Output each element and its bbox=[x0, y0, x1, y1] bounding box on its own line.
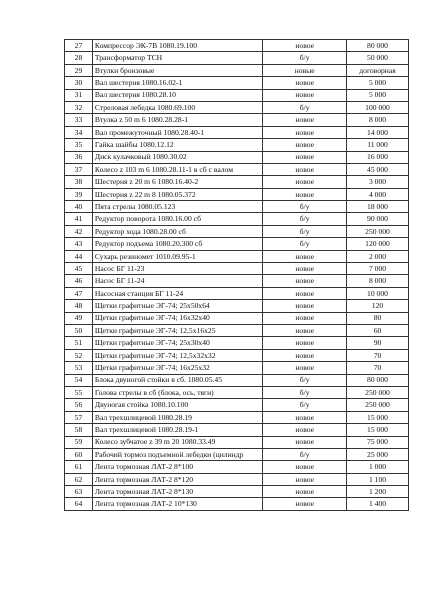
condition-cell: новое bbox=[263, 362, 347, 374]
table-row bbox=[65, 324, 409, 336]
condition-cell: б/у bbox=[263, 201, 347, 213]
row-number-cell: 31 bbox=[65, 89, 93, 101]
price-cell: 80 000 bbox=[347, 374, 409, 386]
table-row bbox=[65, 114, 409, 126]
condition-cell: новое bbox=[263, 126, 347, 138]
price-cell: 250 000 bbox=[347, 399, 409, 411]
item-name-cell: Компрессор ЭК-7В 1080.19.100 bbox=[92, 40, 262, 52]
row-number-cell: 33 bbox=[65, 114, 93, 126]
table-row bbox=[65, 448, 409, 460]
row-number-cell: 41 bbox=[65, 213, 93, 225]
table-row bbox=[65, 424, 409, 436]
table-row bbox=[65, 225, 409, 237]
price-cell: 45 000 bbox=[347, 163, 409, 175]
condition-cell: б/у bbox=[263, 225, 347, 237]
table-row bbox=[65, 300, 409, 312]
price-cell: 1 400 bbox=[347, 498, 409, 510]
condition-cell: б/у bbox=[263, 448, 347, 460]
condition-cell: новое bbox=[263, 89, 347, 101]
price-cell: 11 000 bbox=[347, 139, 409, 151]
condition-cell: новое bbox=[263, 275, 347, 287]
table-row bbox=[65, 151, 409, 163]
table-row bbox=[65, 287, 409, 299]
price-cell: 80 000 bbox=[347, 40, 409, 52]
price-cell: 75 000 bbox=[347, 436, 409, 448]
row-number-cell: 62 bbox=[65, 473, 93, 485]
price-cell: 70 bbox=[347, 349, 409, 361]
item-name-cell: Шестерня z 20 m 6 1080.16.40-2 bbox=[92, 176, 262, 188]
condition-cell: новое bbox=[263, 486, 347, 498]
table-row bbox=[65, 275, 409, 287]
price-cell: 60 bbox=[347, 324, 409, 336]
price-cell: договорная bbox=[347, 64, 409, 76]
condition-cell: новое bbox=[263, 250, 347, 262]
table-row bbox=[65, 399, 409, 411]
row-number-cell: 60 bbox=[65, 448, 93, 460]
table-row bbox=[65, 386, 409, 398]
condition-cell: новое bbox=[263, 424, 347, 436]
item-name-cell: Щетки графитные ЭГ-74; 25х50х64 bbox=[92, 300, 262, 312]
item-name-cell: Блока двуногой стойки в сб. 1080.05.45 bbox=[92, 374, 262, 386]
row-number-cell: 53 bbox=[65, 362, 93, 374]
price-cell: 25 000 bbox=[347, 448, 409, 460]
price-cell: 1 000 bbox=[347, 461, 409, 473]
row-number-cell: 43 bbox=[65, 238, 93, 250]
item-name-cell: Двуногая стойка 1080.10.100 bbox=[92, 399, 262, 411]
row-number-cell: 59 bbox=[65, 436, 93, 448]
price-cell: 14 000 bbox=[347, 126, 409, 138]
row-number-cell: 51 bbox=[65, 337, 93, 349]
item-name-cell: Гайка шайбы 1080.12.12 bbox=[92, 139, 262, 151]
price-cell: 5 000 bbox=[347, 89, 409, 101]
price-cell: 3 000 bbox=[347, 176, 409, 188]
item-name-cell: Насос БГ 11-24 bbox=[92, 275, 262, 287]
price-cell: 120 bbox=[347, 300, 409, 312]
condition-cell: б/у bbox=[263, 399, 347, 411]
condition-cell: б/у bbox=[263, 238, 347, 250]
price-cell: 100 000 bbox=[347, 101, 409, 113]
price-cell: 18 000 bbox=[347, 201, 409, 213]
item-name-cell: Вал шестерня 1080.16.02-1 bbox=[92, 77, 262, 89]
table-row bbox=[65, 139, 409, 151]
row-number-cell: 29 bbox=[65, 64, 93, 76]
row-number-cell: 45 bbox=[65, 263, 93, 275]
row-number-cell: 37 bbox=[65, 163, 93, 175]
table-row bbox=[65, 411, 409, 423]
condition-cell: новое bbox=[263, 498, 347, 510]
condition-cell: новое bbox=[263, 287, 347, 299]
table-row bbox=[65, 461, 409, 473]
table-row bbox=[65, 473, 409, 485]
table-row bbox=[65, 250, 409, 262]
row-number-cell: 57 bbox=[65, 411, 93, 423]
condition-cell: б/у bbox=[263, 374, 347, 386]
item-name-cell: Вал трехшлицевой 1080.28.19-1 bbox=[92, 424, 262, 436]
price-cell: 4 000 bbox=[347, 188, 409, 200]
item-name-cell: Лента тормозная ЛАТ-2 8*130 bbox=[92, 486, 262, 498]
item-name-cell: Щетки графитные ЭГ-74; 12,5х16х25 bbox=[92, 324, 262, 336]
row-number-cell: 35 bbox=[65, 139, 93, 151]
row-number-cell: 39 bbox=[65, 188, 93, 200]
item-name-cell: Щетки графитные ЭГ-74; 16х25х32 bbox=[92, 362, 262, 374]
item-name-cell: Трансформатор ТСН bbox=[92, 52, 262, 64]
row-number-cell: 34 bbox=[65, 126, 93, 138]
row-number-cell: 55 bbox=[65, 386, 93, 398]
item-name-cell: Вал трехшлицевой 1080.28.19 bbox=[92, 411, 262, 423]
item-name-cell: Втулки бронзовые bbox=[92, 64, 262, 76]
table-row bbox=[65, 486, 409, 498]
condition-cell: новое bbox=[263, 324, 347, 336]
price-cell: 7 000 bbox=[347, 263, 409, 275]
row-number-cell: 58 bbox=[65, 424, 93, 436]
table-row bbox=[65, 64, 409, 76]
price-cell: 15 000 bbox=[347, 411, 409, 423]
row-number-cell: 54 bbox=[65, 374, 93, 386]
row-number-cell: 28 bbox=[65, 52, 93, 64]
item-name-cell: Вал промежуточный 1080.28.40-1 bbox=[92, 126, 262, 138]
row-number-cell: 52 bbox=[65, 349, 93, 361]
item-name-cell: Лента тормозная ЛАТ-2 8*100 bbox=[92, 461, 262, 473]
condition-cell: новое bbox=[263, 263, 347, 275]
price-cell: 80 bbox=[347, 312, 409, 324]
row-number-cell: 42 bbox=[65, 225, 93, 237]
price-cell: 2 000 bbox=[347, 250, 409, 262]
item-name-cell: Шестерня z 22 m 8 1080.05.372 bbox=[92, 188, 262, 200]
table-row bbox=[65, 89, 409, 101]
table-row bbox=[65, 337, 409, 349]
condition-cell: новое bbox=[263, 473, 347, 485]
item-name-cell: Редуктор хода 1080.28.00 сб bbox=[92, 225, 262, 237]
row-number-cell: 64 bbox=[65, 498, 93, 510]
table-row bbox=[65, 176, 409, 188]
item-name-cell: Щетки графитные ЭГ-74; 16х32х40 bbox=[92, 312, 262, 324]
table-row bbox=[65, 362, 409, 374]
condition-cell: б/у bbox=[263, 101, 347, 113]
item-name-cell: Пята стрелы 1080.05.123 bbox=[92, 201, 262, 213]
table-row bbox=[65, 312, 409, 324]
price-cell: 250 000 bbox=[347, 386, 409, 398]
row-number-cell: 50 bbox=[65, 324, 93, 336]
item-name-cell: Колесо z 103 m 6 1080.28.11-1 в сб с валом bbox=[92, 163, 262, 175]
item-name-cell: Диск кулачковый 1080.30.02 bbox=[92, 151, 262, 163]
table-row bbox=[65, 238, 409, 250]
row-number-cell: 49 bbox=[65, 312, 93, 324]
row-number-cell: 48 bbox=[65, 300, 93, 312]
item-name-cell: Стреловая лебедка 1080.69.100 bbox=[92, 101, 262, 113]
item-name-cell: Насос БГ 11-23 bbox=[92, 263, 262, 275]
price-cell: 50 000 bbox=[347, 52, 409, 64]
price-cell: 70 bbox=[347, 362, 409, 374]
row-number-cell: 56 bbox=[65, 399, 93, 411]
row-number-cell: 27 bbox=[65, 40, 93, 52]
price-cell: 10 000 bbox=[347, 287, 409, 299]
table-row bbox=[65, 349, 409, 361]
condition-cell: новое bbox=[263, 139, 347, 151]
price-cell: 15 000 bbox=[347, 424, 409, 436]
table-row bbox=[65, 101, 409, 113]
table-row bbox=[65, 77, 409, 89]
price-cell: 1 100 bbox=[347, 473, 409, 485]
row-number-cell: 47 bbox=[65, 287, 93, 299]
condition-cell: новое bbox=[263, 176, 347, 188]
condition-cell: новое bbox=[263, 163, 347, 175]
item-name-cell: Голова стрелы в сб (блока, ось, тяги) bbox=[92, 386, 262, 398]
row-number-cell: 40 bbox=[65, 201, 93, 213]
condition-cell: б/у bbox=[263, 213, 347, 225]
table-row bbox=[65, 40, 409, 52]
price-cell: 90 bbox=[347, 337, 409, 349]
condition-cell: новое bbox=[263, 337, 347, 349]
item-name-cell: Редуктор подъема 1080.20.300 сб bbox=[92, 238, 262, 250]
condition-cell: новые bbox=[263, 64, 347, 76]
table-row bbox=[65, 263, 409, 275]
condition-cell: новое bbox=[263, 436, 347, 448]
parts-price-table bbox=[64, 39, 409, 511]
table-row bbox=[65, 213, 409, 225]
table-row bbox=[65, 498, 409, 510]
table-row bbox=[65, 436, 409, 448]
price-cell: 5 000 bbox=[347, 77, 409, 89]
price-cell: 1 200 bbox=[347, 486, 409, 498]
table-row bbox=[65, 126, 409, 138]
condition-cell: новое bbox=[263, 349, 347, 361]
table-row bbox=[65, 374, 409, 386]
item-name-cell: Вал шестерня 1080.28.10 bbox=[92, 89, 262, 101]
condition-cell: новое bbox=[263, 461, 347, 473]
row-number-cell: 30 bbox=[65, 77, 93, 89]
item-name-cell: Колесо зубчатое z 39 m 20 1080.33.49 bbox=[92, 436, 262, 448]
item-name-cell: Лента тормозная ЛАТ-2 8*120 bbox=[92, 473, 262, 485]
price-cell: 16 000 bbox=[347, 151, 409, 163]
condition-cell: новое bbox=[263, 114, 347, 126]
row-number-cell: 36 bbox=[65, 151, 93, 163]
price-cell: 8 000 bbox=[347, 114, 409, 126]
row-number-cell: 46 bbox=[65, 275, 93, 287]
condition-cell: новое bbox=[263, 151, 347, 163]
item-name-cell: Втулка z 50 m 6 1080.28.28-1 bbox=[92, 114, 262, 126]
row-number-cell: 38 bbox=[65, 176, 93, 188]
item-name-cell: Сухарь резиномет 1010.09.95-1 bbox=[92, 250, 262, 262]
condition-cell: новое bbox=[263, 77, 347, 89]
condition-cell: б/у bbox=[263, 52, 347, 64]
condition-cell: новое bbox=[263, 312, 347, 324]
row-number-cell: 32 bbox=[65, 101, 93, 113]
table-row bbox=[65, 52, 409, 64]
price-cell: 120 000 bbox=[347, 238, 409, 250]
condition-cell: новое bbox=[263, 188, 347, 200]
item-name-cell: Рабочий тормоз подъемной лебедки (цилиндр bbox=[92, 448, 262, 460]
item-name-cell: Насосная станция БГ 11-24 bbox=[92, 287, 262, 299]
price-cell: 8 000 bbox=[347, 275, 409, 287]
table-row bbox=[65, 201, 409, 213]
item-name-cell: Лента тормозная ЛАТ-2 10*130 bbox=[92, 498, 262, 510]
price-cell: 90 000 bbox=[347, 213, 409, 225]
item-name-cell: Щетки графитные ЭГ-74; 25х30х40 bbox=[92, 337, 262, 349]
item-name-cell: Редуктор поворота 1080.16.00 сб bbox=[92, 213, 262, 225]
condition-cell: новое bbox=[263, 411, 347, 423]
price-cell: 250 000 bbox=[347, 225, 409, 237]
table-body bbox=[65, 40, 409, 511]
condition-cell: новое bbox=[263, 300, 347, 312]
item-name-cell: Щетки графитные ЭГ-74; 12,5х32х32 bbox=[92, 349, 262, 361]
row-number-cell: 61 bbox=[65, 461, 93, 473]
condition-cell: б/у bbox=[263, 386, 347, 398]
condition-cell: новое bbox=[263, 40, 347, 52]
row-number-cell: 63 bbox=[65, 486, 93, 498]
table-row bbox=[65, 188, 409, 200]
table-row bbox=[65, 163, 409, 175]
row-number-cell: 44 bbox=[65, 250, 93, 262]
